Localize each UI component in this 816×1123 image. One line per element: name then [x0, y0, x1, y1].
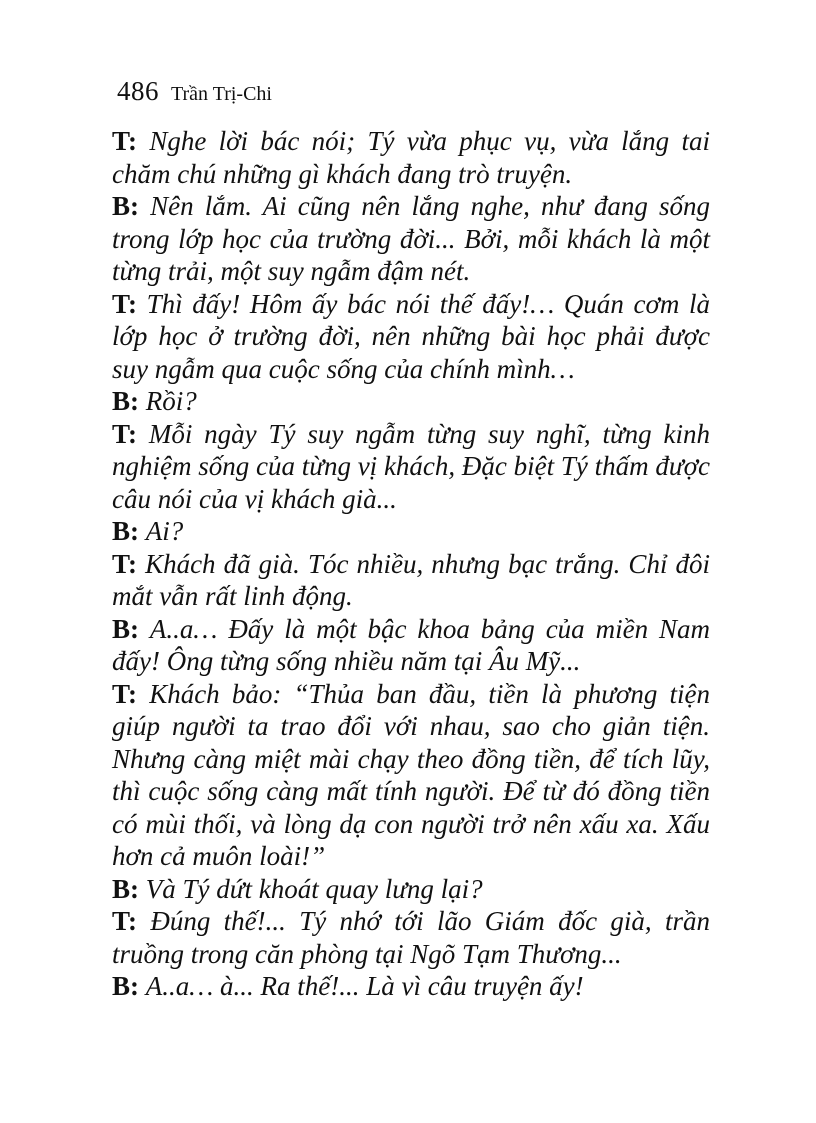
speaker-label: T: [112, 126, 137, 156]
speaker-label: B: [112, 613, 139, 644]
speech-text: A..a… Đấy là một bậc khoa bảng của miền Nam đấy! Ông từng sống nhiều năm tại Âu Mỹ... [112, 613, 710, 676]
dialogue-line [112, 385, 710, 418]
dialogue-line [112, 288, 710, 386]
speech-text: Nghe lời bác nói; Tý vừa phục vụ, vừa lắng tai chăm chú những gì khách đang trò truyện. [112, 126, 711, 189]
speech-text: Thì đấy! Hôm ấy bác nói thế đấy!… Quán cơm là lớp học ở trường đời, nên những bài học phải được suy ngẫm qua cuộc sống của chính mình… [112, 288, 710, 384]
speech-text: Ai? [145, 516, 184, 546]
dialogue-body [112, 125, 710, 1003]
speaker-label: B: [112, 516, 139, 546]
dialogue-line [112, 418, 710, 516]
speaker-label: T: [112, 418, 137, 449]
dialogue-line [112, 613, 710, 678]
running-title: Trần Trị-Chi [171, 83, 272, 105]
page-header [117, 76, 272, 107]
speaker-label: T: [112, 548, 137, 579]
page-number: 486 [117, 76, 159, 106]
speaker-label: T: [112, 678, 137, 709]
speaker-label: B: [112, 873, 139, 904]
dialogue-line [112, 678, 710, 873]
speaker-label: T: [112, 288, 137, 319]
speech-text: Mỗi ngày Tý suy ngẫm từng suy nghĩ, từng kinh nghiệm sống của từng vị khách, Đặc biệt Tý thấm được câu nói của vị khách già... [112, 418, 711, 514]
dialogue-line [112, 515, 710, 548]
speaker-label: B: [112, 971, 139, 1001]
speaker-label: B: [112, 191, 139, 221]
speech-text: Đúng thế!... Tý nhớ tới lão Giám đốc già, trần truồng trong căn phòng tại Ngõ Tạm Thương... [112, 906, 711, 969]
speech-text: Và Tý dứt khoát quay lưng lại? [145, 873, 483, 904]
speech-text: Khách bảo: “Thủa ban đầu, tiền là phương tiện giúp người ta trao đổi với nhau, sao cho giản tiện. Nhưng càng miệt mài chạy theo đồng tiền, để tích lũy, thì cuộc sống càng mất tính người. Để từ đó đồng tiền có mùi thối, và lòng dạ con người trở nên xấu xa. Xấu hơn cả muôn loài!” [112, 678, 710, 871]
dialogue-line [112, 548, 710, 613]
dialogue-line [112, 125, 710, 190]
speech-text: Rồi? [145, 386, 197, 416]
speech-text: Khách đã già. Tóc nhiều, nhưng bạc trắng. Chỉ đôi mắt vẫn rất linh động. [112, 548, 711, 611]
speaker-label: B: [112, 386, 139, 416]
dialogue-line [112, 190, 710, 288]
dialogue-line [112, 905, 710, 970]
speech-text: Nên lắm. Ai cũng nên lắng nghe, như đang sống trong lớp học của trường đời... Bởi, mỗi khách là một từng trải, một suy ngẫm đậm nét. [112, 191, 711, 286]
speaker-label: T: [112, 906, 137, 936]
speech-text: A..a… à... Ra thế!... Là vì câu truyện ấy! [145, 971, 584, 1001]
dialogue-line [112, 970, 710, 1003]
dialogue-line [112, 873, 710, 906]
